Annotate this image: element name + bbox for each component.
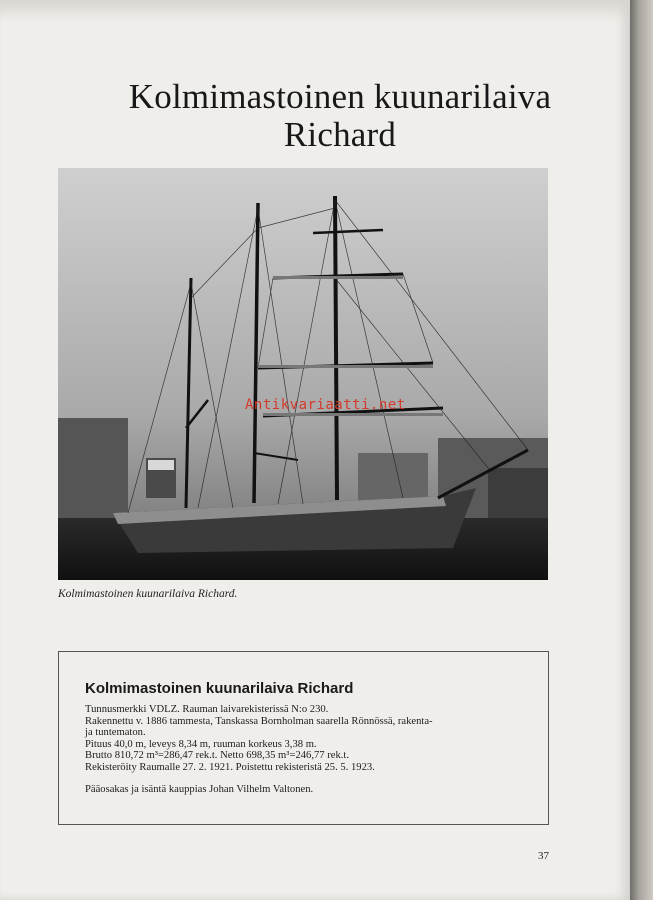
info-box-title: Kolmimastoinen kuunarilaiva Richard (85, 680, 354, 697)
photo-caption: Kolmimastoinen kuunarilaiva Richard. (58, 588, 238, 600)
page-number: 37 (538, 850, 549, 862)
info-line: Tunnusmerkki VDLZ. Rauman laivarekisterissä N:o 230. (85, 704, 329, 715)
info-line: Rakennettu v. 1886 tammesta, Tanskassa Bornholman saarella Rönnössä, rakenta- (85, 715, 433, 727)
watermark-text: Antikvariaatti.net (245, 397, 406, 413)
ship-illustration (58, 168, 548, 580)
info-line: Pääosakas ja isäntä kauppias Johan Vilhelm Valtonen. (85, 784, 314, 795)
title-line-2: Richard (283, 115, 397, 154)
info-line: Brutto 810,72 m³=286,47 rek.t. Netto 698,35 m³=246,77 rek.t. (85, 750, 349, 761)
title-line-1: Kolmimastoinen kuunarilaiva (128, 77, 552, 116)
info-box (58, 651, 549, 825)
page-title (40, 78, 640, 154)
page-top-shadow (0, 0, 653, 22)
book-binding-edge (630, 0, 653, 900)
paragraph-gap (85, 773, 540, 784)
info-line: Rekisteröity Raumalle 27. 2. 1921. Poistettu rekisteristä 25. 5. 1923. (85, 761, 375, 773)
info-box-body (85, 704, 540, 796)
ship-photograph (58, 168, 548, 580)
info-line: ja tuntematon. (85, 727, 146, 738)
info-line: Pituus 40,0 m, leveys 8,34 m, ruuman korkeus 3,38 m. (85, 738, 317, 750)
